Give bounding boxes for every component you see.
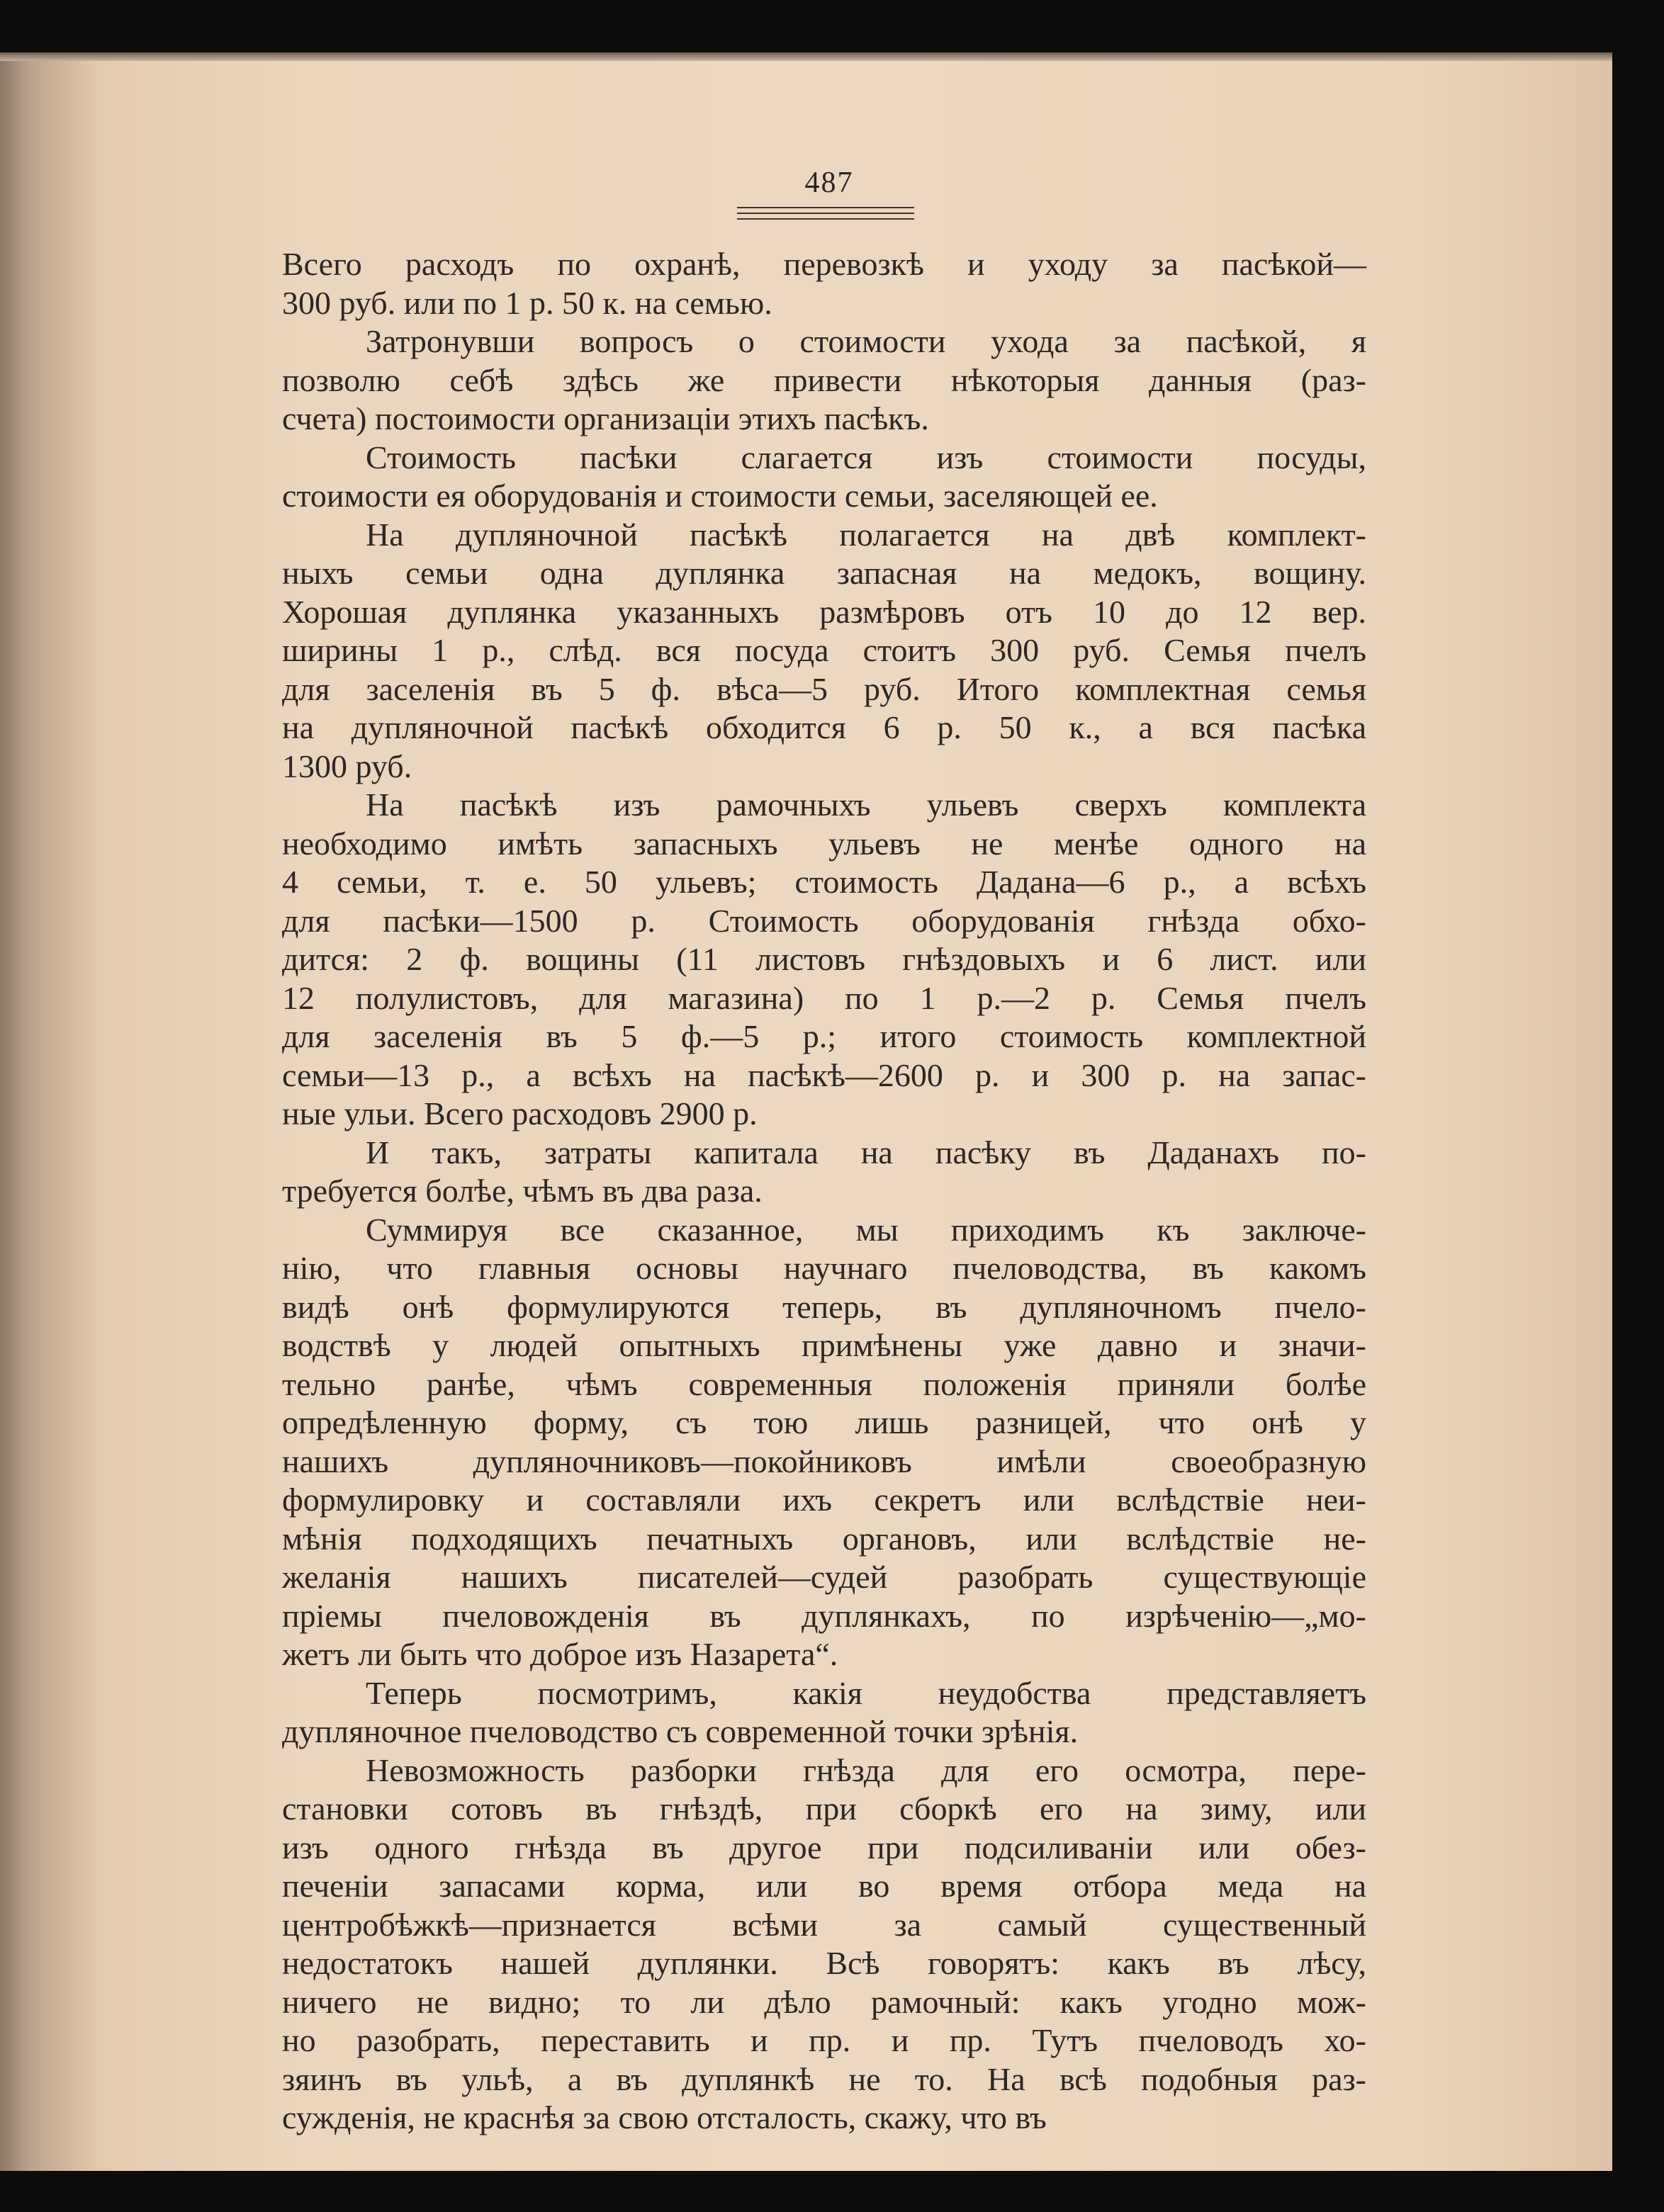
- book-page: [0, 52, 1612, 2171]
- text-line: мѣнія подходящихъ печатныхъ органовъ, или вслѣдствіе не-: [282, 1520, 1366, 1557]
- text-line: изъ одного гнѣзда въ другое при подсиливаніи или обез-: [282, 1829, 1366, 1866]
- text-line: опредѣленную форму, съ тою лишь разницей, что онѣ у: [282, 1404, 1366, 1440]
- text-line: желанія нашихъ писателей—судей разобрать существующіе: [282, 1559, 1366, 1595]
- text-line: Затронувши вопросъ о стоимости ухода за пасѣкой, я: [366, 323, 1366, 359]
- page-top-edge: [0, 52, 1612, 61]
- body-text: [282, 245, 1366, 2138]
- text-line: требуется болѣе, чѣмъ въ два раза.: [282, 1173, 763, 1209]
- text-line: для заселенія въ 5 ф. вѣса—5 руб. Итого комплектная семья: [282, 670, 1366, 707]
- paragraph: [282, 1674, 1366, 1751]
- text-line: становки сотовъ въ гнѣздѣ, при сборкѣ его на зиму, или: [282, 1790, 1366, 1827]
- text-line: центробѣжкѣ—признается всѣми за самый существенный: [282, 1906, 1366, 1943]
- paragraph: [282, 516, 1366, 786]
- text-line: зяинъ въ ульѣ, а въ дуплянкѣ не то. На всѣ подобныя раз-: [282, 2060, 1366, 2097]
- text-line: 300 руб. или по 1 р. 50 к. на семью.: [282, 284, 772, 321]
- text-line: Стоимость пасѣки слагается изъ стоимости посуды,: [366, 439, 1366, 475]
- paragraph: [282, 1751, 1366, 2138]
- header-rule: [737, 207, 914, 208]
- text-line: Всего расходъ по охранѣ, перевозкѣ и уходу за пасѣкой—: [282, 246, 1366, 282]
- text-line: водствѣ у людей опытныхъ примѣнены уже давно и значи-: [282, 1327, 1366, 1363]
- text-line: печеніи запасами корма, или во время отбора меда на: [282, 1868, 1366, 1904]
- text-line: для заселенія въ 5 ф.—5 р.; итого стоимость комплектной: [282, 1018, 1366, 1054]
- text-line: для пасѣки—1500 р. Стоимость оборудованія гнѣзда обхо-: [282, 902, 1366, 939]
- text-line: Невозможность разборки гнѣзда для его осмотра, пере-: [366, 1751, 1366, 1788]
- text-line: На пасѣкѣ изъ рамочныхъ ульевъ сверхъ комплекта: [366, 786, 1366, 823]
- text-line: позволю себѣ здѣсь же привести нѣкоторыя данныя (раз-: [282, 361, 1366, 398]
- text-line: дится: 2 ф. вощины (11 листовъ гнѣздовыхъ и 6 лист. или: [282, 941, 1366, 977]
- text-line: ные ульи. Всего расходовъ 2900 р.: [282, 1095, 758, 1132]
- text-line: но разобрать, переставить и пр. и пр. Тутъ пчеловодъ хо-: [282, 2022, 1366, 2058]
- header-rule: [737, 218, 914, 220]
- paragraph: [282, 322, 1366, 439]
- paragraph: [282, 245, 1366, 322]
- paragraph: [282, 439, 1366, 516]
- header-rule: [737, 213, 914, 214]
- text-line: ничего не видно; то ли дѣло рамочный: какъ угодно мож-: [282, 1983, 1366, 2020]
- text-line: недостатокъ нашей дуплянки. Всѣ говорятъ: какъ въ лѣсу,: [282, 1945, 1366, 1981]
- text-line: Суммируя все сказанное, мы приходимъ къ заключе-: [366, 1211, 1366, 1248]
- paragraph: [282, 786, 1366, 1134]
- text-line: пріемы пчеловожденія въ дуплянкахъ, по изрѣченію—„мо-: [282, 1597, 1366, 1634]
- text-line: формулировку и составляли ихъ секретъ или вслѣдствіе неи-: [282, 1482, 1366, 1518]
- text-line: 12 полулистовъ, для магазина) по 1 р.—2 р. Семья пчелъ: [282, 979, 1366, 1016]
- text-line: тельно ранѣе, чѣмъ современныя положенія приняли болѣе: [282, 1365, 1366, 1402]
- text-line: счета) постоимости организаціи этихъ пасѣкъ.: [282, 400, 929, 436]
- text-line: дупляночное пчеловодство съ современной точки зрѣнія.: [282, 1713, 1079, 1749]
- text-line: ныхъ семьи одна дуплянка запасная на медокъ, вощину.: [282, 555, 1366, 591]
- text-line: нію, что главныя основы научнаго пчеловодства, въ какомъ: [282, 1250, 1366, 1286]
- text-line: жетъ ли быть что доброе изъ Назарета“.: [282, 1636, 838, 1672]
- text-line: 1300 руб.: [282, 747, 412, 784]
- text-line: 4 семьи, т. е. 50 ульевъ; стоимость Дадана—6 р., а всѣхъ: [282, 864, 1366, 900]
- text-line: необходимо имѣть запасныхъ ульевъ не менѣе одного на: [282, 825, 1366, 862]
- text-line: видѣ онѣ формулируются теперь, въ дупляночномъ пчело-: [282, 1288, 1366, 1325]
- text-line: На дупляночной пасѣкѣ полагается на двѣ комплект-: [366, 516, 1366, 553]
- paragraph: [282, 1211, 1366, 1674]
- text-line: И такъ, затраты капитала на пасѣку въ Даданахъ по-: [366, 1134, 1366, 1170]
- page-number: 487: [804, 167, 854, 199]
- text-line: нашихъ дупляночниковъ—покойниковъ имѣли своеобразную: [282, 1443, 1366, 1479]
- paragraph: [282, 1134, 1366, 1211]
- text-line: семьи—13 р., а всѣхъ на пасѣкѣ—2600 р. и 300 р. на запас-: [282, 1056, 1366, 1093]
- text-line: ширины 1 р., слѣд. вся посуда стоитъ 300 руб. Семья пчелъ: [282, 632, 1366, 668]
- text-line: Теперь посмотримъ, какія неудобства представляетъ: [366, 1674, 1366, 1711]
- text-line: стоимости ея оборудованія и стоимости семьи, заселяющей ее.: [282, 478, 1158, 514]
- text-line: сужденія, не краснѣя за свою отсталость, скажу, что въ: [282, 2099, 1047, 2135]
- text-line: на дупляночной пасѣкѣ обходится 6 р. 50 к., а вся пасѣка: [282, 709, 1366, 745]
- text-line: Хорошая дуплянка указанныхъ размѣровъ отъ 10 до 12 вер.: [282, 593, 1366, 630]
